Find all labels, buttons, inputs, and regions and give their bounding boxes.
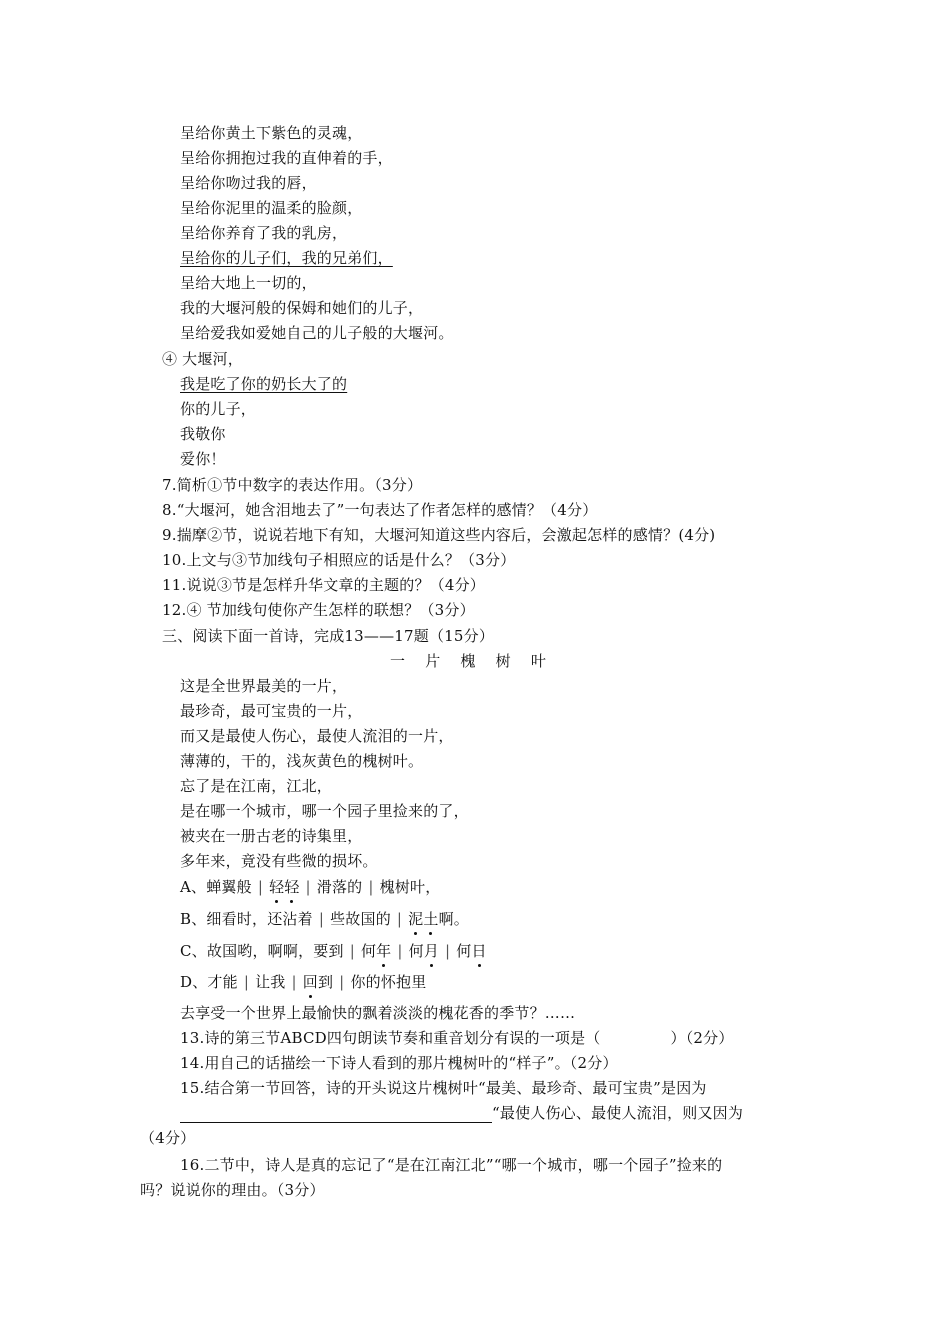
question-8: 8.“大堰河，她含泪地去了”一句表达了作者怎样的感情？（4分） — [162, 501, 598, 519]
poem1-line: 呈给大地上一切的， — [180, 274, 317, 292]
poem2-line: 多年来，竟没有些微的损坏。 — [180, 852, 378, 870]
title-char: 树 — [495, 652, 511, 670]
stanza4-underlined-line: 我是吃了你的奶长大了的 — [180, 375, 348, 393]
poem2-line: 被夹在一册古老的诗集里， — [180, 827, 363, 845]
option-b: B、细看时，还沾着 | 些故国的 | 泥土啊。 — [180, 910, 469, 928]
poem2-title — [380, 651, 556, 671]
title-char: 片 — [425, 652, 441, 670]
poem1-line: 呈给你拥抱过我的直伸着的手， — [180, 149, 393, 167]
poem1-line: 呈给你黄土下紫色的灵魂， — [180, 124, 363, 142]
question-15-continued: “最使人伤心、最使人流泪，则又因为 — [180, 1103, 743, 1123]
option-a: A、蝉翼般 | 轻轻 | 滑落的 | 槐树叶， — [180, 878, 441, 896]
poem2-line: 这是全世界最美的一片， — [180, 677, 348, 695]
stanza4-label: ④ 大堰河， — [162, 350, 243, 368]
question-7: 7.简析①节中数字的表达作用。（3分） — [162, 476, 423, 494]
poem2-line: 是在哪一个城市，哪一个园子里捡来的了， — [180, 802, 469, 820]
stanza4-line: 爱你！ — [180, 450, 226, 468]
question-12: 12.④ 节加线句使你产生怎样的联想？（3分） — [162, 601, 475, 619]
poem2-line: 最珍奇，最可宝贵的一片， — [180, 702, 363, 720]
poem1-line: 呈给你吻过我的唇， — [180, 174, 317, 192]
option-c: C、故国哟，啊啊，要到 | 何年 | 何月 | 何日 — [180, 942, 487, 960]
question-11: 11.说说③节是怎样升华文章的主题的？（4分） — [162, 576, 486, 594]
section-3-heading: 三、阅读下面一首诗，完成13——17题（15分） — [162, 627, 495, 645]
title-char: 槐 — [460, 652, 476, 670]
stanza4-line: 你的儿子， — [180, 400, 257, 418]
poem2-closing-line: 去享受一个世界上最愉快的飘着淡淡的槐花香的季节？…… — [180, 1004, 576, 1022]
title-char: 叶 — [530, 652, 547, 670]
title-char: 一 — [390, 652, 406, 670]
question-15: 15.结合第一节回答，诗的开头说这片槐树叶“最美、最珍奇、最可宝贵”是因为 — [180, 1079, 707, 1097]
poem1-line: 我的大堰河般的保姆和她们的儿子， — [180, 299, 424, 317]
question-14: 14.用自己的话描绘一下诗人看到的那片槐树叶的“样子”。（2分） — [180, 1054, 618, 1072]
poem1-underlined-line: 呈给你的儿子们，我的兄弟们， — [180, 249, 393, 267]
poem1-line: 呈给你养育了我的乳房， — [180, 224, 348, 242]
stanza4-line: 我敬你 — [180, 425, 226, 443]
poem2-line: 薄薄的，干的，浅灰黄色的槐树叶。 — [180, 752, 424, 770]
option-d: D、才能 | 让我 | 回到 | 你的怀抱里 — [180, 973, 427, 991]
poem1-line: 呈给你泥里的温柔的脸颜， — [180, 199, 363, 217]
question-10: 10.上文与③节加线句子相照应的话是什么？（3分） — [162, 551, 516, 569]
answer-fill-line[interactable] — [180, 1106, 492, 1123]
question-16: 16.二节中，诗人是真的忘记了“是在江南江北”“哪一个城市，哪一个园子”捡来的 — [180, 1156, 723, 1174]
poem1-line: 呈给爱我如爱她自己的儿子般的大堰河。 — [180, 324, 454, 342]
question-16-continued: 吗？说说你的理由。（3分） — [140, 1181, 325, 1199]
poem2-line: 忘了是在江南，江北， — [180, 777, 333, 795]
question-15-score: （4分） — [140, 1129, 196, 1147]
poem2-line: 而又是最使人伤心，最使人流泪的一片， — [180, 727, 454, 745]
question-13: 13.诗的第三节ABCD四句朗读节奏和重音划分有误的一项是（ ）（2分） — [180, 1029, 734, 1047]
question-9: 9.揣摩②节，说说若地下有知，大堰河知道这些内容后，会激起怎样的感情？(4分) — [162, 526, 716, 544]
